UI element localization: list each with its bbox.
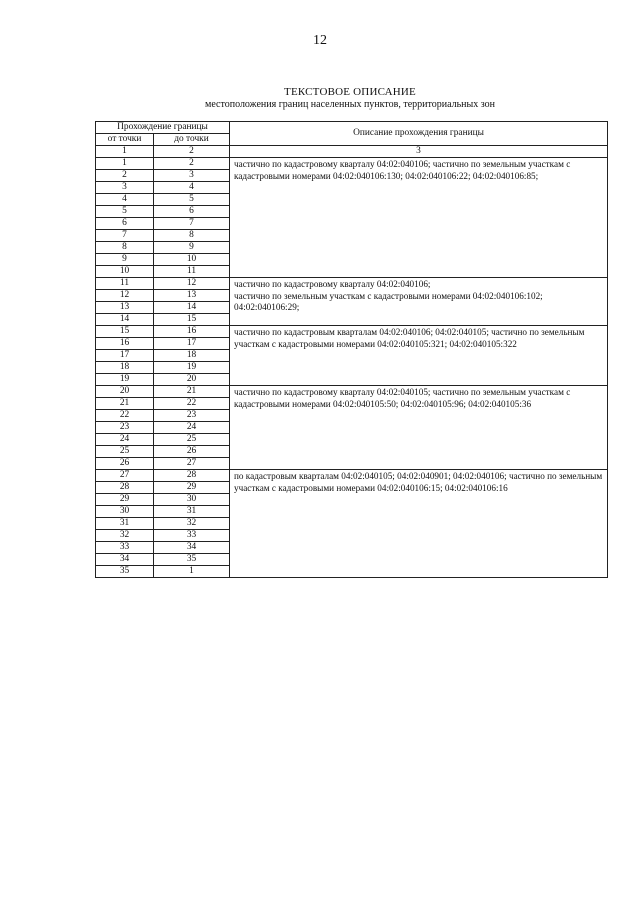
boundary-table <box>95 121 608 578</box>
from-point-cell: 7 <box>96 230 154 242</box>
from-point-cell: 10 <box>96 266 154 278</box>
to-point-cell: 1 <box>154 566 230 578</box>
to-point-cell: 20 <box>154 374 230 386</box>
to-point-cell: 33 <box>154 530 230 542</box>
to-point-header: до точки <box>154 134 230 146</box>
table-body <box>96 158 608 578</box>
from-point-cell: 1 <box>96 158 154 170</box>
page-number: 12 <box>313 33 327 48</box>
from-point-cell: 26 <box>96 458 154 470</box>
table-row <box>96 386 608 398</box>
to-point-cell: 2 <box>154 158 230 170</box>
from-point-cell: 18 <box>96 362 154 374</box>
from-point-cell: 4 <box>96 194 154 206</box>
group-header: Прохождение границы <box>96 122 230 134</box>
from-point-cell: 35 <box>96 566 154 578</box>
table-row <box>96 158 608 170</box>
from-point-cell: 28 <box>96 482 154 494</box>
from-point-cell: 17 <box>96 350 154 362</box>
from-point-cell: 25 <box>96 446 154 458</box>
to-point-cell: 11 <box>154 266 230 278</box>
to-point-cell: 35 <box>154 554 230 566</box>
from-point-header: от точки <box>96 134 154 146</box>
to-point-cell: 23 <box>154 410 230 422</box>
from-point-cell: 14 <box>96 314 154 326</box>
to-point-cell: 24 <box>154 422 230 434</box>
from-point-cell: 9 <box>96 254 154 266</box>
column-number: 3 <box>230 146 608 158</box>
document-title: ТЕКСТОВОЕ ОПИСАНИЕ <box>284 86 416 98</box>
from-point-cell: 11 <box>96 278 154 290</box>
to-point-cell: 7 <box>154 218 230 230</box>
to-point-cell: 18 <box>154 350 230 362</box>
from-point-cell: 5 <box>96 206 154 218</box>
to-point-cell: 27 <box>154 458 230 470</box>
from-point-cell: 32 <box>96 530 154 542</box>
to-point-cell: 29 <box>154 482 230 494</box>
to-point-cell: 28 <box>154 470 230 482</box>
column-number: 1 <box>96 146 154 158</box>
description-header: Описание прохождения границы <box>230 122 608 146</box>
to-point-cell: 30 <box>154 494 230 506</box>
table-row <box>96 470 608 482</box>
column-number: 2 <box>154 146 230 158</box>
from-point-cell: 27 <box>96 470 154 482</box>
from-point-cell: 13 <box>96 302 154 314</box>
boundary-description-cell: частично по кадастровому кварталу 04:02:040105; частично по земельным участкам с кадастровыми номерами 04:02:040105:50; 04:02:040105:96; 04:02:040105:36 <box>230 386 608 470</box>
from-point-cell: 16 <box>96 338 154 350</box>
to-point-cell: 31 <box>154 506 230 518</box>
to-point-cell: 5 <box>154 194 230 206</box>
from-point-cell: 15 <box>96 326 154 338</box>
table-row <box>96 326 608 338</box>
from-point-cell: 33 <box>96 542 154 554</box>
to-point-cell: 8 <box>154 230 230 242</box>
from-point-cell: 20 <box>96 386 154 398</box>
boundary-description-cell: частично по кадастровым кварталам 04:02:040106; 04:02:040105; частично по земельным участкам с кадастровыми номерами 04:02:040105:321; 04:02:040105:322 <box>230 326 608 386</box>
from-point-cell: 30 <box>96 506 154 518</box>
from-point-cell: 31 <box>96 518 154 530</box>
to-point-cell: 12 <box>154 278 230 290</box>
to-point-cell: 6 <box>154 206 230 218</box>
to-point-cell: 16 <box>154 326 230 338</box>
from-point-cell: 12 <box>96 290 154 302</box>
to-point-cell: 17 <box>154 338 230 350</box>
to-point-cell: 9 <box>154 242 230 254</box>
to-point-cell: 21 <box>154 386 230 398</box>
to-point-cell: 3 <box>154 170 230 182</box>
document-subtitle: местоположения границ населенных пунктов, территориальных зон <box>205 99 495 110</box>
to-point-cell: 15 <box>154 314 230 326</box>
from-point-cell: 29 <box>96 494 154 506</box>
to-point-cell: 10 <box>154 254 230 266</box>
from-point-cell: 8 <box>96 242 154 254</box>
from-point-cell: 6 <box>96 218 154 230</box>
to-point-cell: 32 <box>154 518 230 530</box>
boundary-description-cell: частично по кадастровому кварталу 04:02:040106; частично по земельным участкам с кадастровыми номерами 04:02:040106:130; 04:02:040106:22; 04:02:040106:85; <box>230 158 608 278</box>
to-point-cell: 14 <box>154 302 230 314</box>
to-point-cell: 13 <box>154 290 230 302</box>
from-point-cell: 21 <box>96 398 154 410</box>
boundary-description-cell: по кадастровым кварталам 04:02:040105; 04:02:040901; 04:02:040106; частично по земельным участкам с кадастровыми номерами 04:02:040106:15; 04:02:040106:16 <box>230 470 608 578</box>
table-row <box>96 278 608 290</box>
from-point-cell: 2 <box>96 170 154 182</box>
boundary-description-cell: частично по кадастровому кварталу 04:02:040106; частично по земельным участкам с кадастровыми номерами 04:02:040106:102; 04:02:040106:29; <box>230 278 608 326</box>
from-point-cell: 34 <box>96 554 154 566</box>
from-point-cell: 3 <box>96 182 154 194</box>
from-point-cell: 23 <box>96 422 154 434</box>
to-point-cell: 25 <box>154 434 230 446</box>
to-point-cell: 4 <box>154 182 230 194</box>
to-point-cell: 19 <box>154 362 230 374</box>
from-point-cell: 19 <box>96 374 154 386</box>
to-point-cell: 22 <box>154 398 230 410</box>
to-point-cell: 34 <box>154 542 230 554</box>
to-point-cell: 26 <box>154 446 230 458</box>
from-point-cell: 24 <box>96 434 154 446</box>
from-point-cell: 22 <box>96 410 154 422</box>
